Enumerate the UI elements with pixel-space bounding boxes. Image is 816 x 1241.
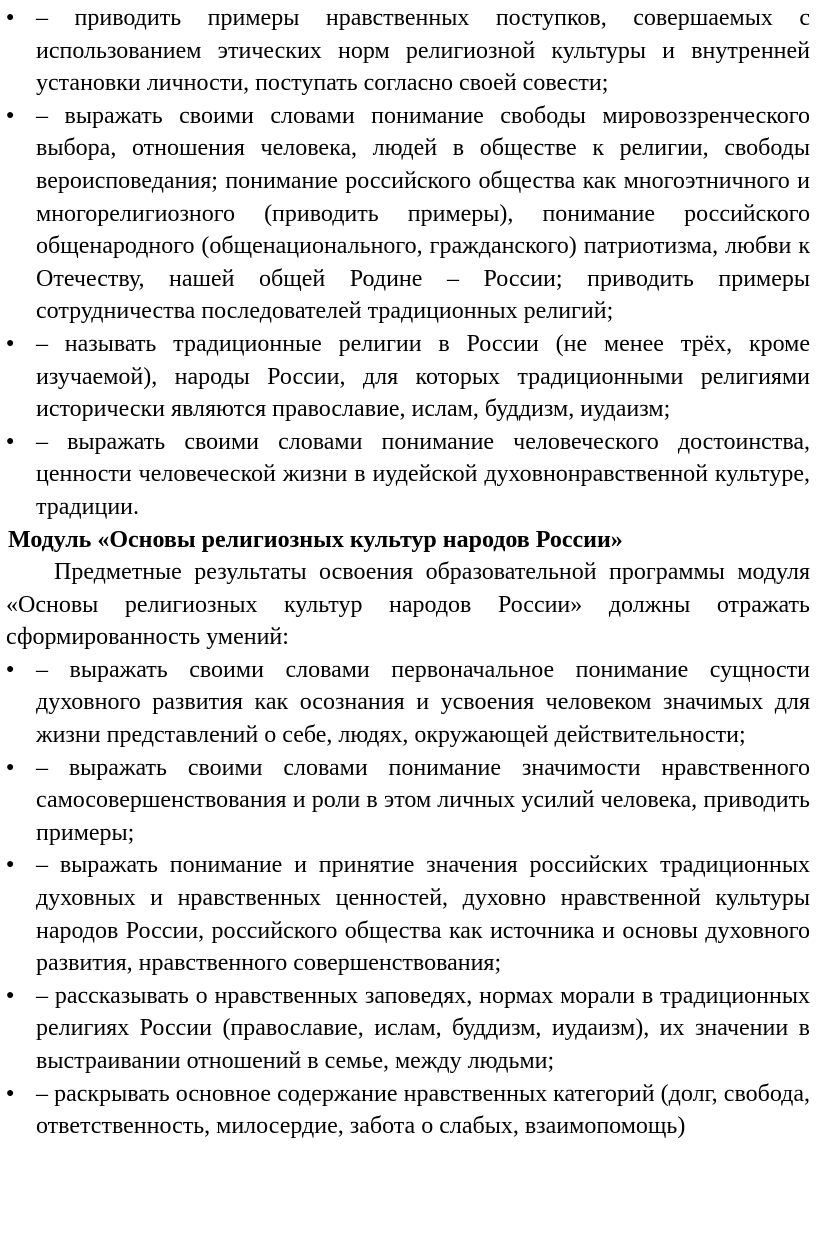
module-heading: Модуль «Основы религиозных культур народов России»: [8, 526, 623, 553]
list-item-text: – называть традиционные религии в России (не менее трёх, кроме изучаемой), народы России, для которых традиционными религиями исторически являются православие, ислам, буддизм, иудаизм;: [36, 330, 810, 423]
bullet-icon: ●: [6, 857, 15, 873]
bullet-icon: ●: [6, 10, 15, 25]
list-item: [6, 752, 810, 850]
bullet-icon: ●: [6, 661, 15, 677]
list-item-text: – выражать своими словами первоначальное понимание сущности духовного развития как осознания и усвоения человеком значимых для жизни представлений о себе, людях, окружающей действительности;: [36, 656, 810, 749]
top-bullet-list: [6, 2, 810, 524]
list-item: [6, 849, 810, 979]
list-item: [6, 654, 810, 752]
list-item-text: – приводить примеры нравственных поступков, совершаемых с использованием этических норм религиозной культуры и внутренней установки личности, поступать согласно своей совести;: [36, 5, 810, 97]
bullet-icon: ●: [6, 433, 15, 449]
list-item-text: – выражать своими словами понимание значимости нравственного самосовершенствования и роли в этом личных усилий человека, приводить примеры;: [36, 754, 810, 846]
bullet-icon: ●: [6, 987, 15, 1003]
bullet-icon: ●: [6, 759, 15, 775]
list-item-text: – выражать понимание и принятие значения российских традиционных духовных и нравственных ценностей, духовно нравственной культуры народов России, российского общества как источника и основы духовного развития, нравственного совершенствования;: [36, 852, 810, 977]
list-item-text: – выражать своими словами понимание свободы мировоззренческого выбора, отношения человека, людей в обществе к религии, свободы вероисповедания; понимание российского общества как многоэтничного и многорелигиозного (приводить примеры), понимание российского общенародного (общенационального, гражданского) патриотизма, любви к Отечеству, нашей общей Родине – России; приводить примеры сотрудничества последователей традиционных религий;: [36, 102, 810, 325]
list-item-text: – рассказывать о нравственных заповедях, нормах морали в традиционных религиях России (православие, ислам, буддизм, иудаизм), их значении в выстраивании отношений в семье, между людьми;: [36, 982, 810, 1074]
bottom-bullet-list: [6, 654, 810, 1143]
list-item: [6, 2, 810, 100]
bullet-icon: ●: [6, 107, 15, 123]
list-item-text: – выражать своими словами понимание человеческого достоинства, ценности человеческой жизни в иудейской духовнонравственной культуре, традиции.: [36, 428, 810, 520]
list-item: [6, 1078, 810, 1143]
bullet-icon: ●: [6, 335, 15, 351]
list-item: [6, 426, 810, 524]
bullet-icon: ●: [6, 1085, 15, 1101]
list-item: [6, 980, 810, 1078]
intro-paragraph: Предметные результаты освоения образовательной программы модуля «Основы религиозных культур народов России» должны отражать сформированность умений:: [6, 559, 810, 651]
list-item: [6, 328, 810, 426]
list-item: [6, 100, 810, 328]
list-item-text: – раскрывать основное содержание нравственных категорий (долг, свобода, ответственность, милосердие, забота о слабых, взаимопомощь): [36, 1080, 810, 1140]
